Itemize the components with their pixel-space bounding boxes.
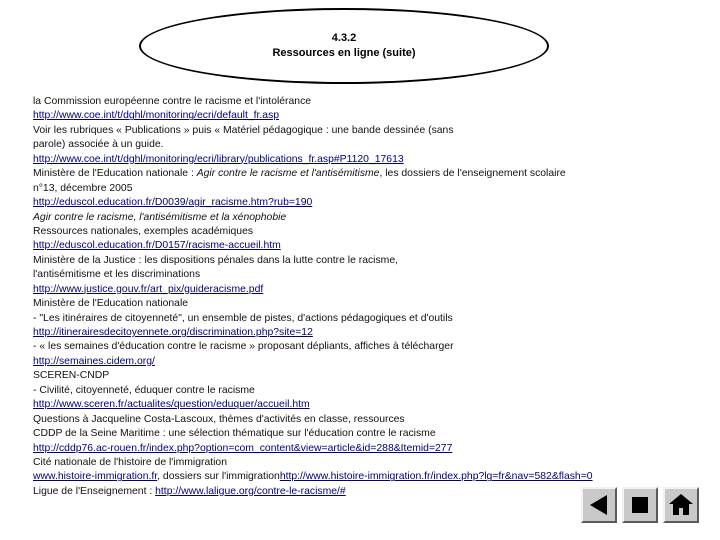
resource-text: Ligue de l'Enseignement : <box>33 485 156 497</box>
resource-link[interactable]: http://semaines.cidem.org/ <box>33 355 155 367</box>
resource-line <box>33 355 693 369</box>
resource-link[interactable]: http://www.histoire-immigration.fr/index.php?lg=fr&nav=582&flash=0 <box>279 471 593 483</box>
resource-line <box>33 211 693 225</box>
resource-link[interactable]: http://www.justice.gouv.fr/art_pix/guideracisme.pdf <box>33 283 264 295</box>
resource-line <box>33 268 693 282</box>
resource-line <box>33 95 693 109</box>
resource-text: CDDP de la Seine Maritime : une sélection thématique sur l'éducation contre le racisme <box>33 428 436 440</box>
resource-text: la Commission européenne contre le racisme et l'intolérance <box>33 96 312 107</box>
resource-line <box>33 427 693 441</box>
resource-text: , dossiers sur l'immigration <box>157 471 280 483</box>
resource-line <box>33 167 693 181</box>
resource-link[interactable]: http://www.coe.int/t/dghl/monitoring/ecri/library/publications_fr.asp#P1120_17613 <box>33 153 404 165</box>
resource-line <box>33 398 693 412</box>
resource-line <box>33 153 693 167</box>
resource-text: Questions à Jacqueline Costa-Lascoux, thèmes d'activités en classe, ressources <box>33 413 405 425</box>
stop-square-icon <box>624 489 656 521</box>
resource-text: l'antisémitisme et les discriminations <box>33 269 201 281</box>
resource-line <box>33 312 693 326</box>
resource-line <box>33 297 693 311</box>
resource-link[interactable]: http://www.coe.int/t/dghl/monitoring/ecri/default_fr.asp <box>33 110 280 122</box>
italic-title-text: Agir contre le racisme et l'antisémitisme <box>196 168 380 180</box>
resource-text: Cité nationale de l'histoire de l'immigration <box>33 456 227 468</box>
resource-line <box>33 442 693 456</box>
resource-text: Ministère de la Justice : les dispositions pénales dans la lutte contre le racisme, <box>33 254 399 266</box>
resource-line <box>33 182 693 196</box>
resource-text: , les dossiers de l'enseignement scolaire <box>379 168 566 180</box>
resource-line <box>33 196 693 210</box>
resource-line <box>33 124 693 138</box>
resource-text: - Civilité, citoyenneté, éduquer contre le racisme <box>33 384 255 396</box>
resource-text: - "Les itinéraires de citoyenneté", un ensemble de pistes, d'actions pédagogiques et d'outils <box>33 312 453 324</box>
resource-text: n°13, décembre 2005 <box>33 182 133 194</box>
resource-text: - « les semaines d'éducation contre le racisme » proposant dépliants, affiches à télécharger <box>33 341 454 353</box>
resource-line <box>33 456 693 470</box>
resource-line <box>33 326 693 340</box>
resource-line <box>33 384 693 398</box>
resource-text: Ministère de l'Education nationale : <box>33 168 197 180</box>
resource-link[interactable]: http://itinerairesdecitoyennete.org/discrimination.php?site=12 <box>33 327 313 338</box>
resource-line <box>33 239 693 253</box>
home-button[interactable] <box>663 487 699 523</box>
section-number: 4.3.2 <box>331 32 357 44</box>
resource-line <box>33 109 693 123</box>
previous-slide-button[interactable] <box>581 487 617 523</box>
resource-list <box>33 95 693 499</box>
resource-link[interactable]: www.histoire-immigration.fr <box>33 471 158 483</box>
resource-text: Voir les rubriques « Publications » puis « Matériel pédagogique : une bande dessinée (sans <box>33 124 454 136</box>
section-title: Ressources en ligne (suite) <box>272 47 416 59</box>
house-icon <box>665 489 697 521</box>
resource-link[interactable]: http://www.sceren.fr/actualites/question/eduquer/accueil.htm <box>33 399 310 411</box>
resource-text: SCEREN-CNDP <box>33 370 110 382</box>
resource-line <box>33 225 693 239</box>
resource-link[interactable]: http://cddp76.ac-rouen.fr/index.php?option=com_content&view=article&id=288&Itemid=277 <box>33 442 453 454</box>
resource-line <box>33 138 693 152</box>
resource-line <box>33 340 693 354</box>
resource-line <box>33 283 693 297</box>
resource-text: parole) associée à un guide. <box>33 139 164 151</box>
resource-text: Ministère de l'Education nationale <box>33 298 189 310</box>
resource-line <box>33 254 693 268</box>
resource-link[interactable]: http://www.laligue.org/contre-le-racisme/# <box>155 485 346 497</box>
italic-title-text: Agir contre le racisme, l'antisémitisme et la xénophobie <box>33 211 287 223</box>
end-show-button[interactable] <box>622 487 658 523</box>
resource-line <box>33 369 693 383</box>
resource-line <box>33 413 693 427</box>
section-title-ellipse <box>139 8 549 84</box>
triangle-left-icon <box>583 489 615 521</box>
resource-link[interactable]: http://eduscol.education.fr/D0039/agir_racisme.htm?rub=190 <box>33 197 313 209</box>
resource-text: Ressources nationales, exemples académiques <box>33 225 254 237</box>
resource-link[interactable]: http://eduscol.education.fr/D0157/racisme-accueil.htm <box>33 240 281 252</box>
resource-line <box>33 470 693 484</box>
